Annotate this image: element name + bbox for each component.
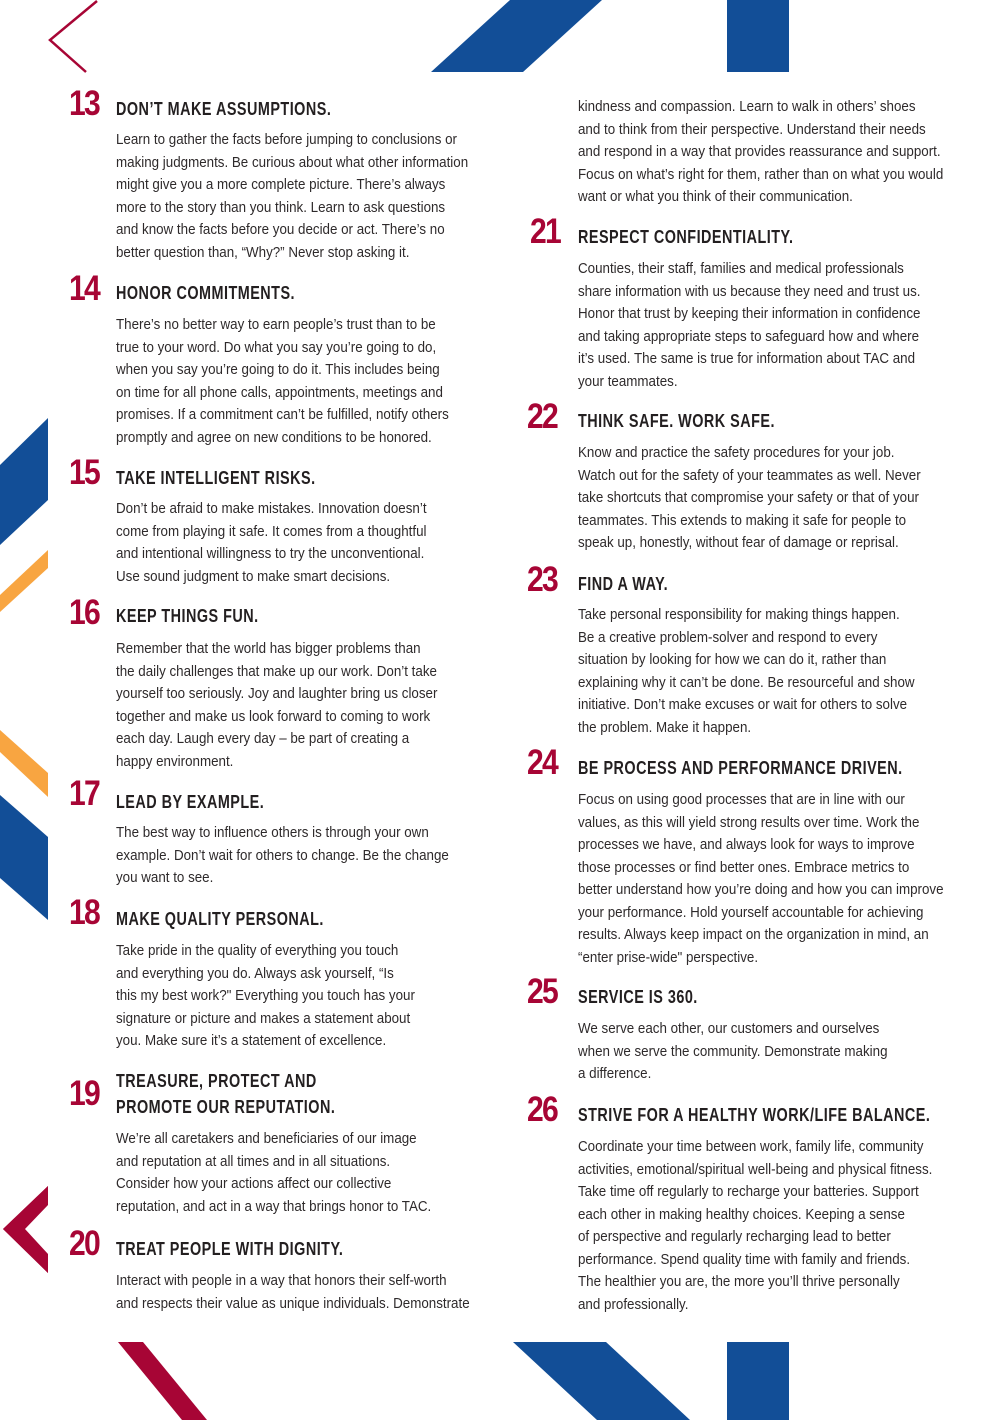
item-body: Learn to gather the facts before jumping to conclusions or making judgments. Be curious about what other information might give you a more complete picture. There’s always more to the story than you think. Learn to ask questions and know the facts before you decide or act. There’s no better question than, “Why?” Never stop asking it. xyxy=(116,131,469,261)
item-title: DON’T MAKE ASSUMPTIONS. xyxy=(116,99,332,119)
item-number: 15 xyxy=(69,453,100,492)
item-body: Take pride in the quality of everything you touch and everything you do. Always ask yourself, “Is this my best work?" Everything you touch has your signature or picture and makes a statement about you. Make sure it’s a statement of excellence. xyxy=(116,942,415,1049)
item-number: 24 xyxy=(527,743,558,782)
item-body: We serve each other, our customers and ourselves when we serve the community. Demonstrate making a difference. xyxy=(578,1020,888,1082)
item-number: 18 xyxy=(69,893,100,932)
item-title: FIND A WAY. xyxy=(578,574,669,594)
blue-band-left-lower xyxy=(0,795,48,920)
item-title: TREAT PEOPLE WITH DIGNITY. xyxy=(116,1239,344,1259)
item-title: TREASURE, PROTECT AND xyxy=(116,1071,317,1091)
blue-parallelogram-bottom xyxy=(513,1342,690,1420)
item-number: 17 xyxy=(69,774,100,813)
item-body: Counties, their staff, families and medical professionals share information with us because they need and trust us. Honor that trust by keeping their information in confidence and taking appropriate steps to safeguard how and where it’s used. The same is true for information about TAC and your teammates. xyxy=(578,260,921,390)
blue-band-left-upper xyxy=(0,418,48,545)
item-body: kindness and compassion. Learn to walk in others’ shoes and to think from their perspective. Understand their needs and respond in a way that provides reassurance and support. Focus on what’s right for them, rather than on what you would want or what you think of their communication. xyxy=(578,98,944,205)
orange-band-left-lower xyxy=(0,730,48,797)
blue-rect-top xyxy=(727,0,789,72)
blue-rect-bottom xyxy=(727,1342,789,1420)
item-body: Remember that the world has bigger problems than the daily challenges that make up our work. Don’t take yourself too seriously. Joy and laughter bring us closer together and make us look forward to coming to work each day. Laugh every day – be part of creating a happy environment. xyxy=(116,640,438,770)
item-title: HONOR COMMITMENTS. xyxy=(116,283,296,303)
item-number: 13 xyxy=(69,84,100,123)
red-chevron-outline-icon xyxy=(50,1,97,72)
item-body: We’re all caretakers and beneficiaries of our image and reputation at all times and in all situations. Consider how your actions affect our collective reputation, and act in a way that brings honor to TAC. xyxy=(116,1130,432,1215)
item-number: 25 xyxy=(527,972,558,1011)
item-number: 20 xyxy=(69,1224,100,1263)
item-title: KEEP THINGS FUN. xyxy=(116,606,259,626)
item-body: Take personal responsibility for making things happen. Be a creative problem-solver and respond to every situation by looking for how we can do it, rather than explaining why it can’t be done. Be resourceful and show initiative. Don’t make excuses or wait for others to solve the problem. Make it happen. xyxy=(578,606,915,736)
item-number: 23 xyxy=(527,560,558,599)
item-title: STRIVE FOR A HEALTHY WORK/LIFE BALANCE. xyxy=(578,1105,931,1125)
orange-band-left-upper xyxy=(0,550,48,612)
item-body: There’s no better way to earn people’s trust than to be true to your word. Do what you say you’re going to do, when you say you’re going to do it. This includes being on time for all phone calls, appointments, meetings and promises. If a commitment can’t be fulfilled, notify others promptly and agree on new conditions to be honored. xyxy=(116,316,449,446)
item-title: TAKE INTELLIGENT RISKS. xyxy=(116,468,316,488)
item-body: Focus on using good processes that are in line with our values, as this will yield strong results over time. Work the processes we have, and always look for ways to improve those processes or find better ones. Embrace metrics to better understand how you’re doing and how you can improve your performance. Hold yourself accountable for achieving results. Always keep impact on the organization in mind, an “enter prise-wide" perspective. xyxy=(578,791,944,966)
item-title: BE PROCESS AND PERFORMANCE DRIVEN. xyxy=(578,758,903,778)
item-body: Interact with people in a way that honors their self-worth and respects their value as unique individuals. Demonstrate xyxy=(116,1272,470,1312)
item-number: 16 xyxy=(69,593,100,632)
item-body: Don’t be afraid to make mistakes. Innovation doesn’t come from playing it safe. It comes from a thoughtful and intentional willingness to try the unconventional. Use sound judgment to make smart decisions. xyxy=(116,500,427,585)
item-number: 21 xyxy=(530,212,561,251)
item-number: 19 xyxy=(69,1074,100,1113)
item-number: 14 xyxy=(69,269,100,308)
item-title: MAKE QUALITY PERSONAL. xyxy=(116,909,324,929)
item-body: Coordinate your time between work, family life, community activities, emotional/spiritual well-being and physical fitness. Take time off regularly to recharge your batteries. Support each other in making healthy choices. Keeping a sense of perspective and regularly recharging lead to better performance. Spend quality time with family and friends. The healthier you are, the more you’ll thrive personally and professionally. xyxy=(578,1138,933,1313)
item-title: LEAD BY EXAMPLE. xyxy=(116,792,265,812)
item-body: Know and practice the safety procedures for your job. Watch out for the safety of your teammates as well. Never take shortcuts that compromise your safety or that of your teammates. This extends to making it safe for people to speak up, honestly, without fear of damage or reprisal. xyxy=(578,444,921,551)
item-title: RESPECT CONFIDENTIALITY. xyxy=(578,227,794,247)
item-title-line-2: PROMOTE OUR REPUTATION. xyxy=(116,1097,336,1117)
red-chevron-solid-icon xyxy=(3,1186,48,1273)
item-number: 22 xyxy=(527,397,558,436)
item-title: THINK SAFE. WORK SAFE. xyxy=(578,411,775,431)
blue-parallelogram-top xyxy=(431,0,602,72)
item-body: The best way to influence others is through your own example. Don’t wait for others to change. Be the change you want to see. xyxy=(116,824,449,886)
item-title: SERVICE IS 360. xyxy=(578,987,698,1007)
item-number: 26 xyxy=(527,1090,558,1129)
red-strip-bottom xyxy=(118,1342,207,1420)
